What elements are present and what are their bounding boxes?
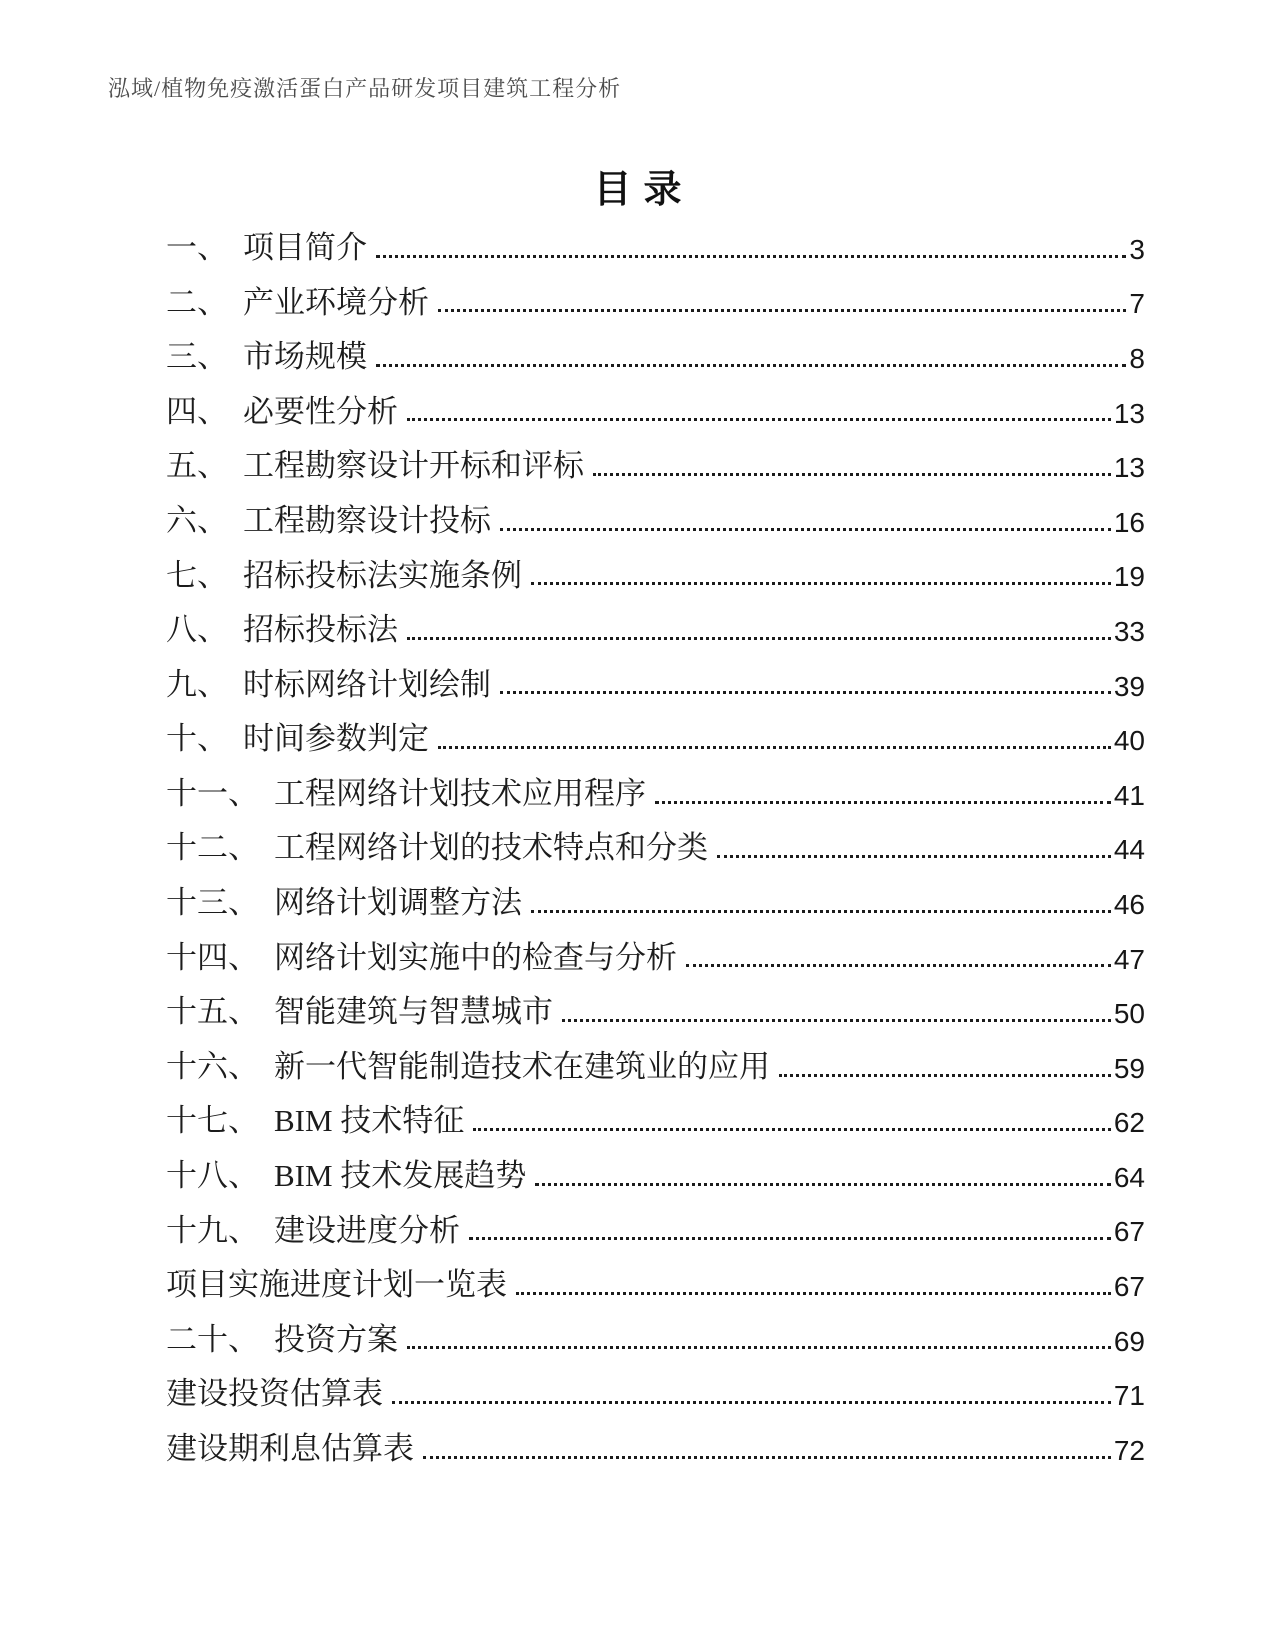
toc-dot-leader — [469, 1237, 1111, 1240]
toc-entry-title: BIM 技术特征 — [274, 1103, 465, 1139]
toc-entry-number: 八、 — [166, 612, 228, 648]
toc-page-number: 40 — [1113, 725, 1145, 757]
toc-entry[interactable] — [166, 429, 1145, 484]
toc-entry-title: 项目简介 — [243, 229, 367, 265]
toc-entry[interactable] — [166, 320, 1145, 375]
toc-entry-title: 建设投资估算表 — [166, 1376, 383, 1412]
toc-page-number: 41 — [1113, 779, 1145, 811]
toc-entry[interactable] — [166, 975, 1145, 1030]
toc-dot-leader — [531, 910, 1111, 913]
toc-entry-title: 工程网络计划的技术特点和分类 — [274, 830, 708, 866]
toc-entry[interactable] — [166, 757, 1145, 812]
toc-page-number: 64 — [1113, 1161, 1145, 1193]
toc-dot-leader — [717, 855, 1111, 858]
toc-dot-leader — [438, 309, 1126, 312]
toc-dot-leader — [376, 364, 1126, 367]
toc-page-number: 8 — [1129, 342, 1145, 374]
toc-page-number: 33 — [1113, 615, 1145, 647]
toc-page-number: 46 — [1113, 888, 1145, 920]
toc-dot-leader — [392, 1401, 1111, 1404]
toc-dot-leader — [407, 1346, 1111, 1349]
toc-dot-leader — [407, 418, 1111, 421]
toc-dot-leader — [516, 1292, 1111, 1295]
page-title-text: 目录 — [593, 169, 694, 211]
toc-entry-title: 智能建筑与智慧城市 — [274, 994, 553, 1030]
toc-entry-number: 十六、 — [166, 1048, 259, 1084]
toc-page-number: 69 — [1113, 1325, 1145, 1357]
toc-entry[interactable] — [166, 593, 1145, 648]
toc-entry-title: 时标网络计划绘制 — [243, 666, 491, 702]
toc-entry-number: 十三、 — [166, 885, 259, 921]
toc-page-number: 13 — [1113, 397, 1145, 429]
toc-dot-leader — [500, 691, 1111, 694]
toc-entry-number: 九、 — [166, 666, 228, 702]
toc-entry[interactable] — [166, 1030, 1145, 1085]
page-title — [0, 158, 1275, 213]
toc-page-number: 16 — [1113, 506, 1145, 538]
toc-dot-leader — [376, 255, 1126, 258]
toc-entry-number: 二十、 — [166, 1321, 259, 1357]
document-header: 泓域/植物免疫激活蛋白产品研发项目建筑工程分析 — [108, 76, 622, 101]
toc-page-number: 67 — [1113, 1271, 1145, 1303]
toc-page-number: 47 — [1113, 943, 1145, 975]
toc-entry-title: BIM 技术发展趋势 — [274, 1158, 527, 1194]
toc-entry[interactable] — [166, 1085, 1145, 1140]
toc-dot-leader — [686, 964, 1111, 967]
toc-entry-number: 十九、 — [166, 1212, 259, 1248]
toc-dot-leader — [407, 637, 1111, 640]
toc-dot-leader — [562, 1019, 1111, 1022]
toc-entry-number: 七、 — [166, 557, 228, 593]
toc-entry-title: 市场规模 — [243, 339, 367, 375]
toc-entry-title: 建设进度分析 — [274, 1212, 460, 1248]
toc-entry[interactable] — [166, 375, 1145, 430]
toc-entry-title: 时间参数判定 — [243, 721, 429, 757]
toc-dot-leader — [779, 1074, 1111, 1077]
toc-entry-title: 招标投标法实施条例 — [243, 557, 522, 593]
toc-page-number: 71 — [1113, 1380, 1145, 1412]
toc-page-number: 3 — [1129, 233, 1145, 265]
toc-entry-number: 十五、 — [166, 994, 259, 1030]
toc-page-number: 44 — [1113, 834, 1145, 866]
toc-entry-number: 十四、 — [166, 939, 259, 975]
toc-entry-title: 网络计划调整方法 — [274, 885, 522, 921]
toc-list — [166, 211, 1145, 1467]
toc-page-number: 13 — [1113, 452, 1145, 484]
toc-entry[interactable] — [166, 266, 1145, 321]
toc-entry[interactable] — [166, 1194, 1145, 1249]
toc-entry-title: 产业环境分析 — [243, 284, 429, 320]
toc-entry[interactable] — [166, 648, 1145, 703]
toc-dot-leader — [500, 528, 1111, 531]
toc-entry-number: 五、 — [166, 448, 228, 484]
toc-entry-number: 三、 — [166, 339, 228, 375]
toc-entry-title: 必要性分析 — [243, 393, 398, 429]
toc-entry-number: 十一、 — [166, 775, 259, 811]
toc-dot-leader — [531, 582, 1111, 585]
toc-entry[interactable] — [166, 1412, 1145, 1467]
toc-entry[interactable] — [166, 484, 1145, 539]
toc-page-number: 50 — [1113, 998, 1145, 1030]
toc-dot-leader — [655, 801, 1111, 804]
toc-page-number: 59 — [1113, 1052, 1145, 1084]
toc-entry[interactable] — [166, 1357, 1145, 1412]
toc-dot-leader — [473, 1128, 1111, 1131]
toc-entry-number: 十七、 — [166, 1103, 259, 1139]
toc-entry[interactable] — [166, 812, 1145, 867]
toc-entry-title: 工程网络计划技术应用程序 — [274, 775, 646, 811]
toc-entry-number: 六、 — [166, 502, 228, 538]
toc-entry[interactable] — [166, 1139, 1145, 1194]
toc-page-number: 62 — [1113, 1107, 1145, 1139]
toc-dot-leader — [535, 1183, 1111, 1186]
toc-entry-title: 网络计划实施中的检查与分析 — [274, 939, 677, 975]
toc-entry-number: 十八、 — [166, 1158, 259, 1194]
toc-entry[interactable] — [166, 539, 1145, 594]
toc-entry[interactable] — [166, 1248, 1145, 1303]
toc-entry-title: 工程勘察设计投标 — [243, 502, 491, 538]
toc-page-number: 19 — [1113, 561, 1145, 593]
toc-dot-leader — [593, 473, 1111, 476]
toc-page-number: 39 — [1113, 670, 1145, 702]
toc-entry-title: 项目实施进度计划一览表 — [166, 1267, 507, 1303]
toc-entry[interactable] — [166, 702, 1145, 757]
toc-entry-title: 招标投标法 — [243, 612, 398, 648]
toc-entry-title: 新一代智能制造技术在建筑业的应用 — [274, 1048, 770, 1084]
toc-entry-number: 十、 — [166, 721, 228, 757]
toc-entry-title: 工程勘察设计开标和评标 — [243, 448, 584, 484]
toc-entry-title: 投资方案 — [274, 1321, 398, 1357]
toc-entry-title: 建设期利息估算表 — [166, 1431, 414, 1467]
toc-entry-number: 十二、 — [166, 830, 259, 866]
toc-page-number: 67 — [1113, 1216, 1145, 1248]
toc-entry[interactable] — [166, 1303, 1145, 1358]
toc-dot-leader — [423, 1456, 1111, 1459]
toc-entry[interactable] — [166, 866, 1145, 921]
toc-dot-leader — [438, 746, 1111, 749]
toc-entry[interactable] — [166, 211, 1145, 266]
toc-entry-number: 二、 — [166, 284, 228, 320]
toc-entry-number: 一、 — [166, 229, 228, 265]
toc-page-number: 7 — [1129, 288, 1145, 320]
toc-page-number: 72 — [1113, 1434, 1145, 1466]
toc-entry-number: 四、 — [166, 393, 228, 429]
toc-entry[interactable] — [166, 921, 1145, 976]
